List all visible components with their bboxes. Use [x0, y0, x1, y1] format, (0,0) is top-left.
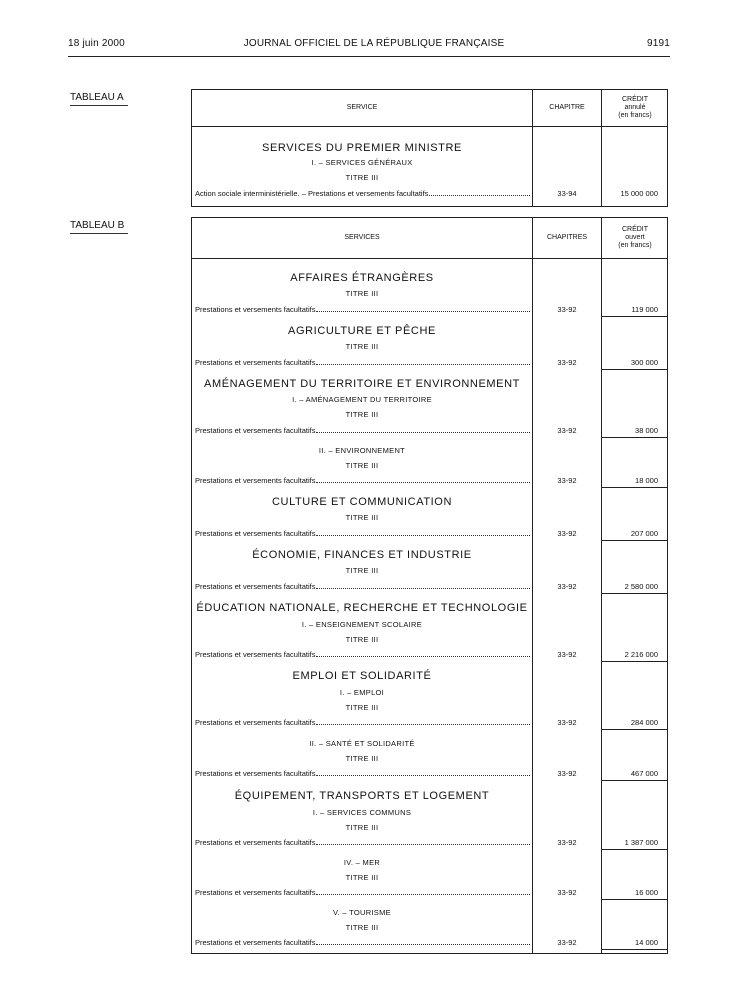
- line-item: [195, 718, 530, 728]
- titre-label: TITRE III: [345, 461, 379, 470]
- ministry-title: ÉCONOMIE, FINANCES ET INDUSTRIE: [252, 549, 472, 561]
- ministry-title: ÉQUIPEMENT, TRANSPORTS ET LOGEMENT: [234, 790, 490, 802]
- section-title: II. – SANTÉ ET SOLIDARITÉ: [309, 739, 415, 748]
- chapter-value: 33-92: [557, 305, 577, 314]
- line-label: Prestations et versements facultatifs: [195, 529, 316, 538]
- amount-value: 207 000: [630, 529, 658, 538]
- section-title: I. – SERVICES GÉNÉRAUX: [311, 158, 413, 167]
- chapter-value: 33-92: [557, 358, 577, 367]
- titre-label: TITRE III: [345, 703, 379, 712]
- tableau-b-label: TABLEAU B: [70, 220, 125, 231]
- line-item: [195, 650, 530, 660]
- line-item: [195, 938, 530, 948]
- line-item: [195, 358, 530, 368]
- line-item: [195, 838, 530, 848]
- chapter-value: 33-92: [557, 426, 577, 435]
- titre-label: TITRE III: [345, 410, 379, 419]
- tableau-b-underline: [70, 233, 128, 234]
- section-title: I. – ENSEIGNEMENT SCOLAIRE: [301, 620, 423, 629]
- amount-value: 119 000: [631, 305, 658, 314]
- tableau-a-underline: [70, 105, 128, 106]
- col-header-service: SERVICE: [346, 104, 378, 111]
- section-title: II. – ENVIRONNEMENT: [318, 446, 406, 455]
- header-date: 18 juin 2000: [68, 38, 125, 49]
- titre-label: TITRE III: [345, 289, 379, 298]
- credit-line-1: CRÉDIT: [621, 226, 649, 233]
- leader-dots: [316, 938, 530, 945]
- line-label: Action sociale interministérielle. – Prestations et versements facultatifs: [195, 189, 429, 198]
- section-title: IV. – MER: [343, 858, 381, 867]
- col-header-credit: [602, 218, 668, 258]
- table-header-row: [192, 90, 667, 127]
- line-item: [195, 305, 530, 315]
- amount-value: 38 000: [635, 426, 658, 435]
- col-header-services: SERVICES: [344, 234, 380, 241]
- header-rule: [68, 56, 670, 57]
- titre-label: TITRE III: [345, 566, 379, 575]
- credit-line-2: annulé: [624, 104, 646, 111]
- chapter-value: 33-92: [557, 838, 577, 847]
- chapter-value: 33-92: [557, 938, 577, 947]
- ministry-title: AGRICULTURE ET PÊCHE: [288, 325, 436, 337]
- header-title: JOURNAL OFFICIEL DE LA RÉPUBLIQUE FRANÇAISE: [243, 38, 505, 49]
- ministry-title: ÉDUCATION NATIONALE, RECHERCHE ET TECHNOLOGIE: [196, 602, 528, 614]
- credit-line-2: ouvert: [625, 234, 645, 241]
- line-label: Prestations et versements facultatifs: [195, 476, 316, 485]
- col-header-chapters: CHAPITRES: [546, 234, 588, 241]
- chapter-value: 33-92: [557, 650, 577, 659]
- amount-value: 467 000: [630, 769, 658, 778]
- amount-value: 2 216 000: [624, 650, 658, 659]
- line-label: Prestations et versements facultatifs: [195, 305, 316, 314]
- amount-value: 14 000: [635, 938, 658, 947]
- line-item: [195, 582, 530, 592]
- chapter-value: 33-92: [557, 529, 577, 538]
- leader-dots: [316, 650, 530, 657]
- ministry-title: AFFAIRES ÉTRANGÈRES: [290, 272, 434, 284]
- titre-label: TITRE III: [345, 754, 379, 763]
- titre-label: TITRE III: [345, 923, 379, 932]
- line-item: [195, 476, 530, 486]
- section-title: V. – TOURISME: [333, 908, 391, 917]
- leader-dots: [316, 838, 530, 845]
- ministry-title: SERVICES DU PREMIER MINISTRE: [262, 142, 462, 154]
- credit-line-3: (en francs): [618, 112, 652, 119]
- chapter-value: 33-92: [557, 888, 577, 897]
- line-item: [195, 529, 530, 539]
- section-title: I. – EMPLOI: [339, 688, 385, 697]
- amount-value: 300 000: [630, 358, 658, 367]
- table-header-row: [192, 218, 667, 259]
- line-item: [195, 888, 530, 898]
- line-item: [195, 769, 530, 779]
- leader-dots: [316, 426, 530, 433]
- section-title: I. – AMÉNAGEMENT DU TERRITOIRE: [292, 395, 432, 404]
- chapter-value: 33-94: [557, 189, 577, 198]
- amount-value: 16 000: [635, 888, 658, 897]
- tableau-a-label: TABLEAU A: [70, 92, 124, 103]
- leader-dots: [316, 769, 530, 776]
- ministry-title: AMÉNAGEMENT DU TERRITOIRE ET ENVIRONNEMENT: [204, 378, 520, 390]
- titre-label: TITRE III: [345, 635, 379, 644]
- section-title: I. – SERVICES COMMUNS: [312, 808, 412, 817]
- col-header-chapter: CHAPITRE: [549, 104, 585, 111]
- titre-label: TITRE III: [345, 513, 379, 522]
- amount-value: 284 000: [630, 718, 658, 727]
- credit-line-1: CRÉDIT: [621, 96, 649, 103]
- leader-dots: [316, 582, 530, 589]
- line-label: Prestations et versements facultatifs: [195, 838, 316, 847]
- line-label: Prestations et versements facultatifs: [195, 426, 316, 435]
- col-header-credit: [602, 90, 668, 126]
- amount-value: 1 387 000: [624, 838, 658, 847]
- amount-value: 2 580 000: [624, 582, 658, 591]
- line-label: Prestations et versements facultatifs: [195, 938, 316, 947]
- line-item: [195, 426, 530, 436]
- leader-dots: [316, 305, 530, 312]
- titre-label: TITRE III: [345, 873, 379, 882]
- leader-dots: [429, 189, 530, 196]
- chapter-value: 33-92: [557, 769, 577, 778]
- tableau-a: [191, 89, 668, 207]
- header-page-number: 9191: [646, 38, 670, 49]
- ministry-title: EMPLOI ET SOLIDARITÉ: [292, 670, 432, 682]
- chapter-value: 33-92: [557, 476, 577, 485]
- ministry-title: CULTURE ET COMMUNICATION: [271, 496, 452, 508]
- chapter-value: 33-92: [557, 582, 577, 591]
- titre-label: TITRE III: [345, 342, 379, 351]
- line-item: [195, 189, 530, 199]
- leader-dots: [316, 888, 530, 895]
- amount-value: 15 000 000: [620, 189, 658, 198]
- leader-dots: [316, 476, 530, 483]
- titre-label: TITRE III: [345, 173, 379, 182]
- chapter-value: 33-92: [557, 718, 577, 727]
- titre-label: TITRE III: [345, 823, 379, 832]
- line-label: Prestations et versements facultatifs: [195, 769, 316, 778]
- leader-dots: [316, 358, 530, 365]
- amount-value: 18 000: [635, 476, 658, 485]
- line-label: Prestations et versements facultatifs: [195, 718, 316, 727]
- credit-line-3: (en francs): [618, 242, 652, 249]
- line-label: Prestations et versements facultatifs: [195, 358, 316, 367]
- leader-dots: [316, 529, 530, 536]
- line-label: Prestations et versements facultatifs: [195, 888, 316, 897]
- line-label: Prestations et versements facultatifs: [195, 582, 316, 591]
- leader-dots: [316, 718, 530, 725]
- line-label: Prestations et versements facultatifs: [195, 650, 316, 659]
- tableau-b: [191, 217, 668, 954]
